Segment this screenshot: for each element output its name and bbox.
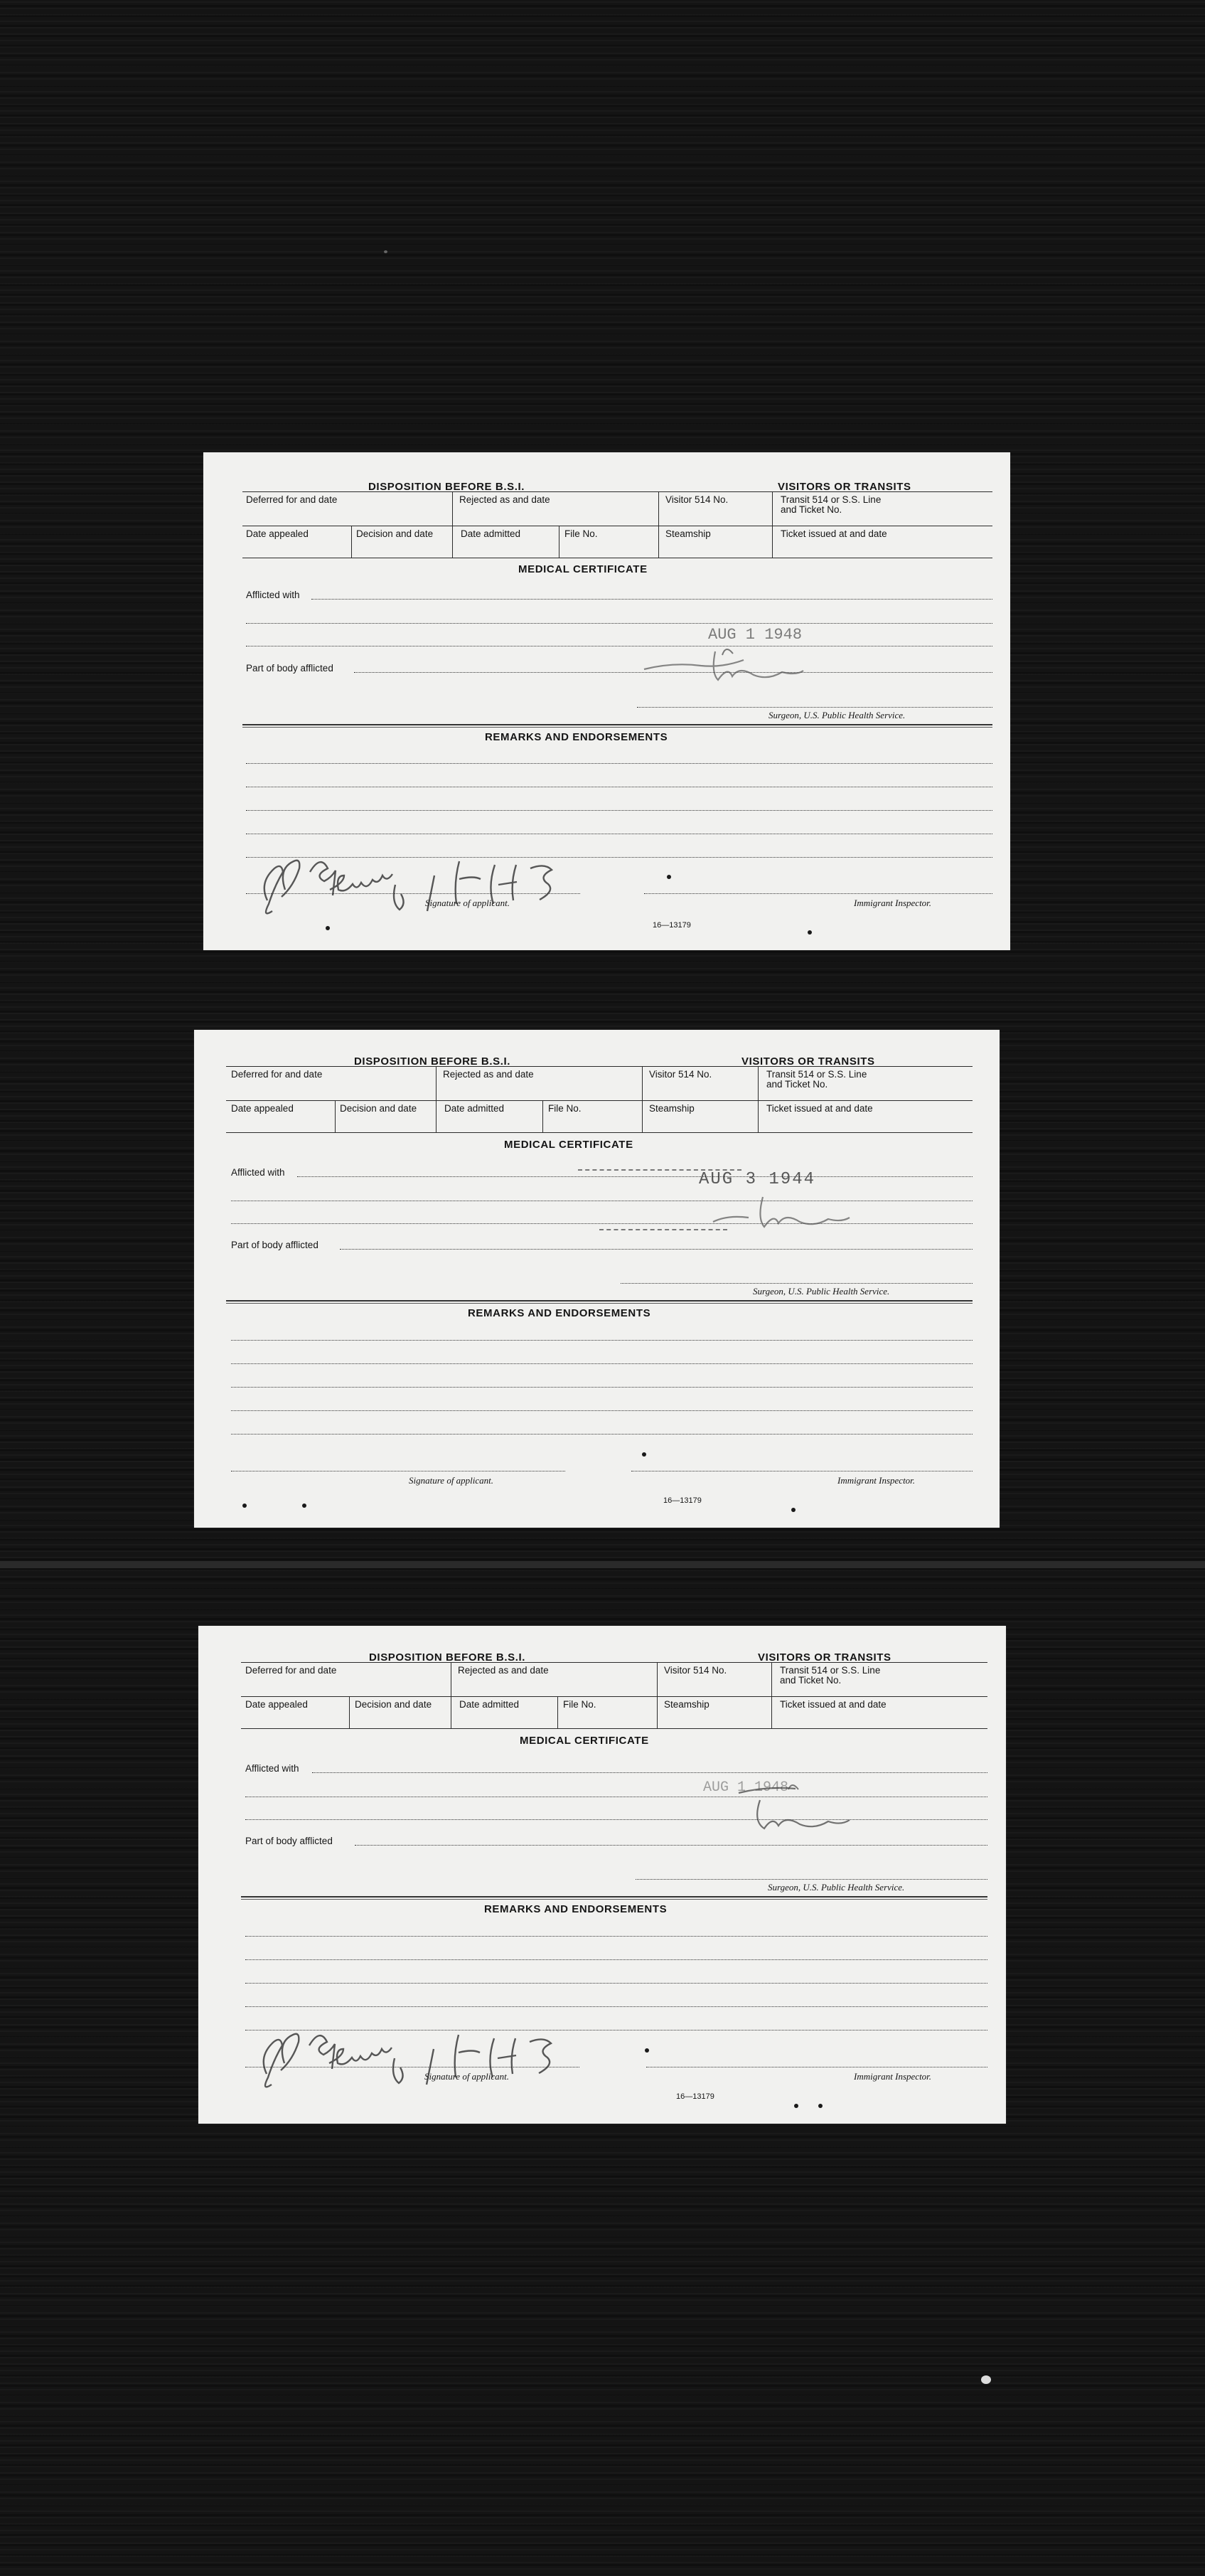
decision-label: Decision and date [356,528,434,539]
date-appealed-label: Date appealed [231,1103,294,1114]
punch-mark [791,1508,796,1512]
signature-of-applicant-caption: Signature of applicant. [424,2071,510,2082]
remarks-heading: REMARKS AND ENDORSEMENTS [468,1307,651,1319]
surgeon-signature [710,1779,938,1836]
surgeon-signature [630,637,857,687]
medical-certificate-heading: MEDICAL CERTIFICATE [518,563,648,575]
file-no-label: File No. [563,1699,596,1710]
date-admitted-label: Date admitted [461,528,521,539]
punch-mark [818,2104,823,2108]
film-speck [981,2375,991,2384]
afflicted-label: Afflicted with [245,1763,299,1774]
immigrant-inspector-caption: Immigrant Inspector. [854,2071,932,2082]
signature-of-applicant-caption: Signature of applicant. [425,898,510,908]
punch-mark [794,2104,798,2108]
form-number: 16—13179 [653,921,691,930]
punch-mark [808,930,812,935]
decision-label: Decision and date [355,1699,432,1710]
decision-label: Decision and date [340,1103,417,1114]
ticket-issued-label: Ticket issued at and date [766,1103,873,1114]
part-of-body-label: Part of body afflicted [231,1240,318,1250]
form-number: 16—13179 [663,1496,702,1505]
date-appealed-label: Date appealed [246,528,309,539]
visitor514-label: Visitor 514 No. [665,494,729,505]
visitors-header: VISITORS OR TRANSITS [758,1651,891,1664]
transit-label: Transit 514 or S.S. Line [780,1665,881,1676]
punch-mark [302,1503,306,1508]
part-of-body-label: Part of body afflicted [245,1836,333,1846]
file-no-label: File No. [548,1103,582,1114]
steamship-label: Steamship [665,528,711,539]
disposition-header: DISPOSITION BEFORE B.S.I. [368,481,525,493]
visitor514-label: Visitor 514 No. [664,1665,727,1676]
visitors-header: VISITORS OR TRANSITS [741,1055,875,1068]
visitors-header: VISITORS OR TRANSITS [778,481,911,493]
rejected-label: Rejected as and date [443,1069,534,1080]
form-number: 16—13179 [676,2092,714,2101]
steamship-label: Steamship [664,1699,709,1710]
transit-label: Transit 514 or S.S. Line [766,1069,867,1080]
immigration-card-3 [198,1626,1006,2124]
disposition-header: DISPOSITION BEFORE B.S.I. [369,1651,526,1664]
svg-text:AUG 1 1948: AUG 1 1948 [703,1779,789,1796]
ticket-issued-label: Ticket issued at and date [781,528,887,539]
ticket-label: and Ticket No. [781,504,842,515]
ticket-label: and Ticket No. [766,1079,828,1090]
immigration-card-2 [194,1030,1000,1528]
disposition-header: DISPOSITION BEFORE B.S.I. [354,1055,511,1068]
date-stamp [692,1161,848,1203]
date-admitted-label: Date admitted [444,1103,505,1114]
svg-text:AUG 1 1948: AUG 1 1948 [708,626,803,644]
punch-mark [667,875,671,879]
surgeon-caption: Surgeon, U.S. Public Health Service. [753,1286,890,1297]
medical-certificate-heading: MEDICAL CERTIFICATE [520,1735,649,1747]
date-appealed-label: Date appealed [245,1699,308,1710]
medical-certificate-heading: MEDICAL CERTIFICATE [504,1139,633,1151]
deferred-label: Deferred for and date [246,494,338,505]
svg-text:AUG 3 1944: AUG 3 1944 [699,1170,816,1189]
surgeon-caption: Surgeon, U.S. Public Health Service. [768,1882,905,1893]
immigrant-inspector-caption: Immigrant Inspector. [854,898,932,908]
film-frame-divider [0,1561,1205,1568]
part-of-body-label: Part of body afflicted [246,663,333,674]
punch-mark [642,1452,646,1457]
remarks-heading: REMARKS AND ENDORSEMENTS [484,1903,668,1915]
afflicted-label: Afflicted with [231,1167,285,1178]
date-admitted-label: Date admitted [459,1699,520,1710]
date-stamp [701,616,843,659]
afflicted-label: Afflicted with [246,590,300,600]
remarks-heading: REMARKS AND ENDORSEMENTS [485,731,668,743]
ticket-issued-label: Ticket issued at and date [780,1699,887,1710]
file-no-label: File No. [564,528,598,539]
ticket-label: and Ticket No. [780,1675,842,1686]
punch-mark [645,2048,649,2053]
steamship-label: Steamship [649,1103,695,1114]
rejected-label: Rejected as and date [459,494,550,505]
surgeon-caption: Surgeon, U.S. Public Health Service. [768,710,906,720]
punch-mark [326,926,330,930]
deferred-label: Deferred for and date [245,1665,337,1676]
signature-of-applicant-caption: Signature of applicant. [409,1475,494,1486]
rejected-label: Rejected as and date [458,1665,549,1676]
film-speck [384,250,387,253]
transit-label: Transit 514 or S.S. Line [781,494,882,505]
visitor514-label: Visitor 514 No. [649,1069,712,1080]
punch-mark [242,1503,247,1508]
date-stamp [696,1768,838,1811]
immigrant-inspector-caption: Immigrant Inspector. [837,1475,916,1486]
immigration-card-1 [203,452,1010,950]
deferred-label: Deferred for and date [231,1069,323,1080]
